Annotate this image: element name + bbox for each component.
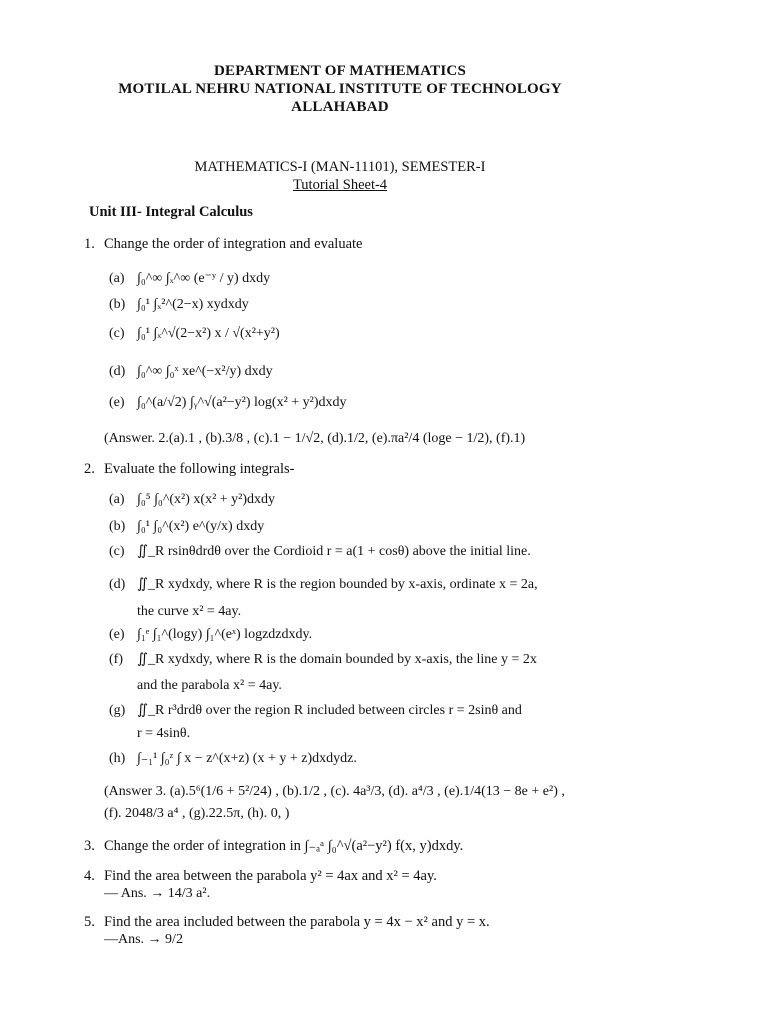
q2-answer-line-1: (Answer 3. (a).5⁶(1/6 + 5²/24) , (b).1/2 , (c). 4a³/3, (d). a⁴/3 , (e).1/4(13 − 8e + e²) , xyxy=(104,784,565,799)
q2-answer-line-2: (f). 2048/3 a⁴ , (g).22.5π, (h). 0, ) xyxy=(104,806,290,821)
q2-item-f-continued: and the parabola x² = 4ay. xyxy=(137,678,282,693)
item-expression: ∫₀^(a/√2) ∫ᵧ^√(a²−y²) log(x² + y²)dxdy xyxy=(137,395,347,410)
q1-item-a xyxy=(109,270,270,287)
item-expression: ∬_R xydxdy, where R is the region bounded by x-axis, ordinate x = 2a, xyxy=(137,577,538,592)
item-label: (b) xyxy=(109,519,126,534)
question-number: 2. xyxy=(84,461,95,477)
item-label: (a) xyxy=(109,492,125,507)
item-expression: ∫₋₁¹ ∫₀ᶻ ∫ x − z^(x+z) (x + y + z)dxdydz. xyxy=(137,751,357,766)
question-text: Evaluate the following integrals- xyxy=(104,461,295,477)
question-2 xyxy=(84,461,294,478)
item-expression: ∫₀⁵ ∫₀^(x²) x(x² + y²)dxdy xyxy=(137,492,276,507)
item-expression: ∬_R rsinθdrdθ over the Cordioid r = a(1 + cosθ) above the initial line. xyxy=(137,544,531,559)
question-number: 3. xyxy=(84,838,95,854)
item-label: (d) xyxy=(109,577,126,592)
question-text: Change the order of integration and evaluate xyxy=(104,236,363,252)
course-title: MATHEMATICS-I (MAN-11101), SEMESTER-I xyxy=(194,159,486,175)
item-label: (g) xyxy=(109,703,126,718)
item-expression: ∫₀¹ ∫ₓ^√(2−x²) x / √(x²+y²) xyxy=(137,326,280,341)
q1-item-e xyxy=(109,395,347,411)
q2-item-f xyxy=(109,651,537,668)
item-label: (a) xyxy=(109,271,125,286)
tutorial-sheet-label xyxy=(0,177,680,194)
item-label: (e) xyxy=(109,395,125,410)
city-heading: ALLAHABAD xyxy=(291,99,389,115)
question-4 xyxy=(84,868,437,885)
q2-item-c xyxy=(109,543,531,560)
question-number: 4. xyxy=(84,868,95,884)
question-text: Change the order of integration in ∫₋ₐᵃ ∫₀^√(a²−y²) f(x, y)dxdy. xyxy=(104,838,464,854)
q2-item-g xyxy=(109,702,522,719)
question-number: 5. xyxy=(84,914,95,930)
q2-item-d-continued: the curve x² = 4ay. xyxy=(137,604,242,619)
tutorial-sheet-text: Tutorial Sheet-4 xyxy=(292,177,388,193)
institute-heading: MOTILAL NEHRU NATIONAL INSTITUTE OF TECHNOLOGY xyxy=(118,81,562,97)
question-text: Find the area between the parabola y² = 4ax and x² = 4ay. xyxy=(104,868,437,884)
question-3 xyxy=(84,838,463,855)
q4-answer: — Ans. → 14/3 a². xyxy=(104,886,211,901)
question-1 xyxy=(84,236,362,253)
q5-answer: —Ans. → 9/2 xyxy=(104,932,183,947)
q2-item-d xyxy=(109,576,538,593)
item-expression: ∫₀^∞ ∫ₓ^∞ (e⁻ʸ / y) dxdy xyxy=(137,271,271,286)
item-expression: ∬_R r³drdθ over the region R included between circles r = 2sinθ and xyxy=(137,703,522,718)
unit-heading: Unit III- Integral Calculus xyxy=(89,204,253,220)
item-label: (e) xyxy=(109,627,125,642)
item-expression: ∫₀¹ ∫₀^(x²) e^(y/x) dxdy xyxy=(137,519,265,534)
q1-item-c xyxy=(109,326,280,342)
item-label: (f) xyxy=(109,652,123,667)
item-expression: ∫₀^∞ ∫₀ˣ xe^(−x²/y) dxdy xyxy=(137,364,273,379)
q1-item-d xyxy=(109,364,273,380)
q1-answer: (Answer. 2.(a).1 , (b).3/8 , (c).1 − 1/√2, (d).1/2, (e).πa²/4 (loge − 1/2), (f).1) xyxy=(104,431,526,446)
q1-item-b xyxy=(109,297,249,313)
item-label: (c) xyxy=(109,544,125,559)
item-expression: ∫₀¹ ∫ₓ²^(2−x) xydxdy xyxy=(137,297,249,312)
q2-item-h xyxy=(109,750,357,767)
item-expression: ∫₁ᵉ ∫₁^(logy) ∫₁^(eˣ) logzdzdxdy. xyxy=(137,627,313,642)
q2-item-a xyxy=(109,492,275,508)
item-label: (b) xyxy=(109,297,126,312)
question-5 xyxy=(84,914,490,931)
item-label: (c) xyxy=(109,326,125,341)
q2-item-b xyxy=(109,519,264,535)
question-number: 1. xyxy=(84,236,95,252)
q2-item-g-continued: r = 4sinθ. xyxy=(137,726,191,741)
item-expression: ∬_R xydxdy, where R is the domain bounded by x-axis, the line y = 2x xyxy=(137,652,537,667)
item-label: (h) xyxy=(109,751,126,766)
item-label: (d) xyxy=(109,364,126,379)
question-text: Find the area included between the parabola y = 4x − x² and y = x. xyxy=(104,914,490,930)
q2-item-e xyxy=(109,627,312,643)
department-heading: DEPARTMENT OF MATHEMATICS xyxy=(214,63,466,79)
